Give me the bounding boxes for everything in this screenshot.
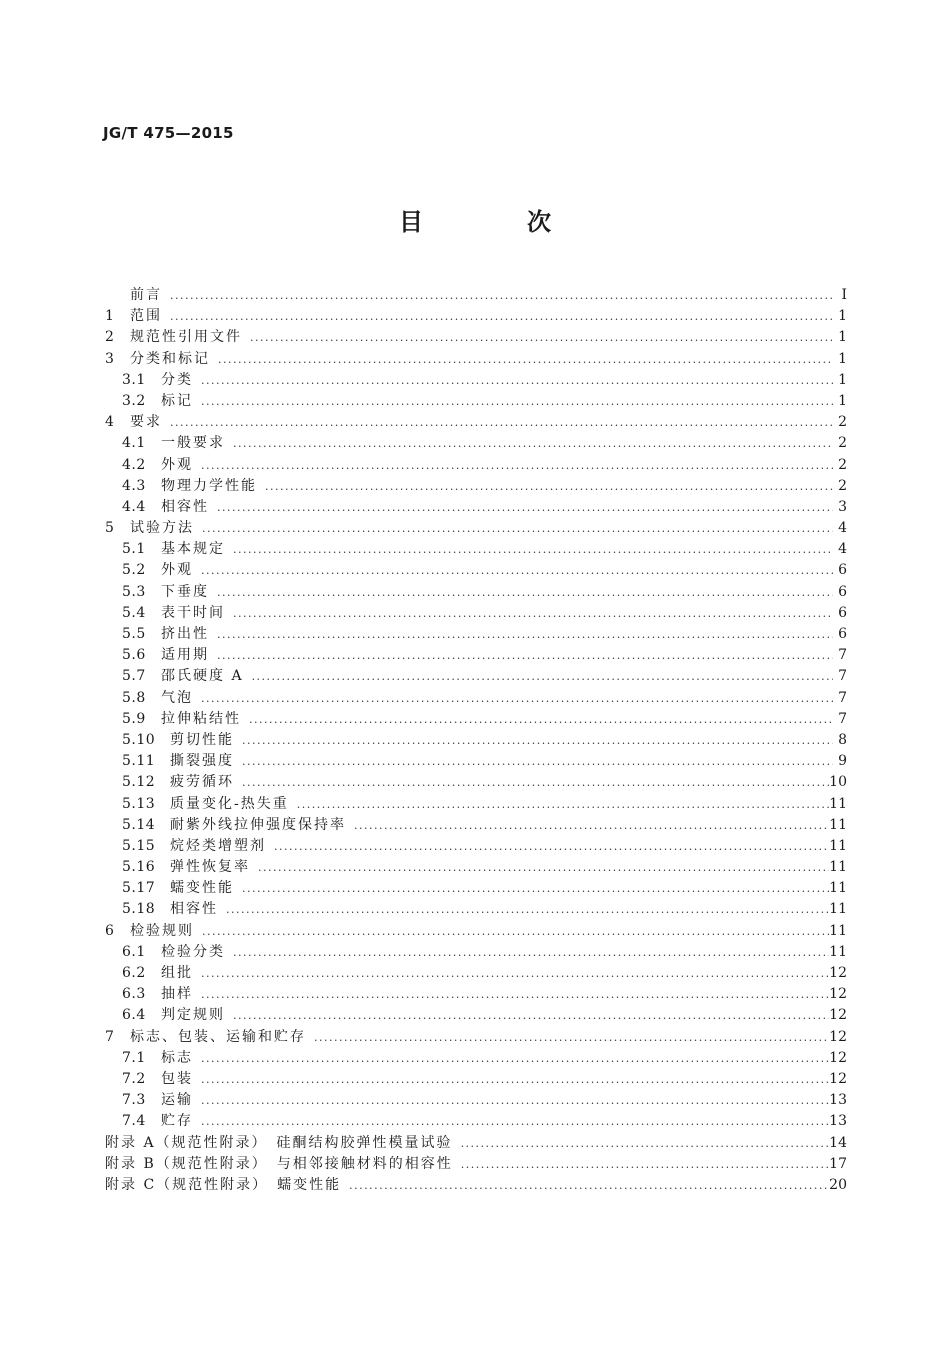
toc-entry-number: 4.4 [122, 498, 146, 515]
toc-entry-page: 12 [829, 1070, 847, 1087]
toc-entry-page: 3 [838, 498, 847, 515]
toc-entry-page: 2 [838, 435, 847, 452]
toc-entry-page: 7 [838, 668, 847, 685]
toc-entry[interactable] [105, 1069, 847, 1090]
toc-leader-dots [229, 539, 833, 560]
toc-entry-number: 4.1 [122, 435, 146, 452]
toc-entry-page: 11 [829, 943, 847, 960]
toc-entry-label: 物理力学性能 [161, 477, 257, 494]
toc-entry-label: 挤出性 [161, 626, 209, 642]
toc-leader-dots [270, 836, 829, 857]
toc-entry-label: 相容性 [170, 901, 218, 918]
toc-entry-page: 6 [838, 562, 847, 579]
toc-entry[interactable] [105, 455, 847, 476]
toc-entry-number: 1 [105, 308, 115, 325]
toc-leader-dots [197, 1048, 829, 1069]
toc-entry-number: 5.4 [122, 604, 146, 621]
toc-entry-page: 20 [829, 1176, 847, 1193]
toc-entry-number: 3.2 [122, 392, 146, 409]
toc-entry-label: 附录 A（规范性附录） 硅酮结构胶弹性模量试验 [105, 1134, 453, 1151]
toc-leader-dots [229, 1005, 829, 1026]
toc-leader-dots [246, 327, 833, 348]
toc-entry[interactable] [105, 772, 847, 793]
toc-leader-dots [222, 899, 829, 920]
toc-entry-page: 6 [838, 626, 847, 642]
toc-leader-dots [213, 582, 833, 603]
toc-entry-page: 12 [829, 1028, 847, 1045]
toc-entry-label: 分类和标记 [130, 350, 210, 367]
toc-entry-label: 气泡 [161, 689, 193, 706]
toc-entry[interactable] [105, 327, 847, 348]
toc-leader-dots [229, 433, 833, 454]
toc-leader-dots [198, 921, 829, 942]
toc-leader-dots [229, 942, 829, 963]
toc-entry[interactable] [105, 349, 847, 370]
toc-leader-dots [214, 349, 833, 370]
toc-entry-number: 6.3 [122, 986, 146, 1003]
toc-entry[interactable] [105, 751, 847, 772]
toc-entry-number: 5.17 [122, 880, 156, 897]
standard-code: JG/T 475—2015 [103, 124, 234, 142]
toc-entry[interactable] [105, 794, 847, 815]
toc-entry-label: 标志、包装、运输和贮存 [130, 1028, 306, 1045]
toc-entry[interactable] [105, 645, 847, 666]
toc-entry-page: 11 [829, 837, 847, 854]
toc-leader-dots [197, 455, 833, 476]
toc-leader-dots [197, 370, 833, 391]
toc-entry-label: 拉伸粘结性 [161, 710, 241, 727]
toc-entry[interactable] [105, 921, 847, 942]
toc-entry[interactable] [105, 412, 847, 433]
toc-entry-page: 11 [829, 922, 847, 939]
toc-entry-label: 质量变化-热失重 [170, 795, 289, 812]
toc-entry[interactable] [105, 730, 847, 751]
toc-leader-dots [245, 709, 833, 730]
toc-entry-page: 14 [829, 1134, 847, 1151]
toc-entry-page: 11 [829, 880, 847, 897]
toc-entry-number: 3.1 [122, 371, 146, 388]
toc-entry-label: 剪切性能 [170, 731, 234, 748]
toc-entry-number: 5 [105, 520, 115, 537]
toc-leader-dots [350, 815, 829, 836]
toc-leader-dots [293, 794, 829, 815]
toc-entry[interactable] [105, 709, 847, 730]
toc-entry-label: 试验方法 [130, 520, 194, 537]
toc-entry-label: 检验分类 [161, 943, 225, 960]
toc-entry[interactable] [105, 942, 847, 963]
toc-entry[interactable] [105, 878, 847, 899]
toc-entry[interactable] [105, 518, 847, 539]
toc-entry-number: 5.10 [122, 731, 156, 748]
toc-leader-dots [238, 878, 829, 899]
toc-entry-number: 6 [105, 922, 115, 939]
toc-entry-label: 附录 B（规范性附录） 与相邻接触材料的相容性 [105, 1155, 453, 1172]
toc-entry-number: 5.18 [122, 901, 156, 918]
toc-entry-page: 11 [829, 901, 847, 918]
toc-entry-number: 6.1 [122, 943, 146, 960]
toc-entry-page: 13 [829, 1092, 847, 1109]
toc-entry-page: 12 [829, 986, 847, 1003]
toc-entry[interactable] [105, 433, 847, 454]
toc-entry-page: 1 [838, 329, 847, 346]
toc-entry[interactable] [105, 306, 847, 327]
toc-entry[interactable] [105, 899, 847, 920]
toc-leader-dots [238, 730, 833, 751]
toc-entry-label: 附录 C（规范性附录） 蠕变性能 [105, 1176, 342, 1193]
toc-entry-label: 规范性引用文件 [130, 329, 242, 346]
toc-title: 目 次 [399, 208, 591, 236]
toc-entry-number: 5.5 [122, 626, 146, 642]
toc-entry-page: 12 [829, 965, 847, 981]
toc-entry-label: 烷烃类增塑剂 [170, 837, 266, 854]
toc-entry-number: 5.6 [122, 647, 146, 664]
toc-entry-page: 11 [829, 816, 847, 833]
toc-entry-label: 外观 [161, 456, 193, 473]
toc-leader-dots [166, 412, 833, 433]
toc-entry-page: 6 [838, 604, 847, 621]
toc-entry-page: 1 [838, 350, 847, 367]
toc-entry-label: 判定规则 [161, 1007, 225, 1024]
toc-entry-label: 要求 [130, 414, 162, 431]
toc-entry-page: 12 [829, 1007, 847, 1024]
toc-entry-label: 包装 [161, 1070, 193, 1087]
toc-entry-number: 7 [105, 1028, 115, 1045]
toc-leader-dots [197, 1111, 829, 1132]
toc-leader-dots [213, 497, 833, 518]
toc-entry-number: 7.3 [122, 1092, 146, 1109]
toc-entry[interactable] [105, 285, 847, 306]
toc-entry-page: 7 [838, 710, 847, 727]
toc-entry[interactable] [105, 815, 847, 836]
toc-entry-number: 5.3 [122, 583, 146, 600]
toc-entry-page: 10 [829, 774, 847, 791]
toc-leader-dots [310, 1027, 829, 1048]
toc-leader-dots [197, 391, 833, 412]
toc-entry-label: 适用期 [161, 647, 209, 664]
toc-entry[interactable] [105, 1154, 847, 1175]
toc-entry-label: 弹性恢复率 [170, 859, 250, 876]
toc-entry-page: 11 [829, 795, 847, 812]
toc-entry-label: 表干时间 [161, 604, 225, 621]
toc-entry[interactable] [105, 1111, 847, 1132]
toc-entry[interactable] [105, 582, 847, 603]
toc-entry-number: 5.2 [122, 562, 146, 579]
toc-entry-label: 标志 [161, 1049, 193, 1066]
toc-entry-number: 6.4 [122, 1007, 146, 1024]
toc-entry-number: 7.1 [122, 1049, 146, 1066]
toc-leader-dots [166, 306, 833, 327]
toc-entry-page: 1 [838, 371, 847, 388]
toc-entry-page: 2 [838, 414, 847, 431]
toc-entry-label: 外观 [161, 562, 193, 579]
toc-entry-number: 4 [105, 414, 115, 431]
toc-entry-page: 1 [838, 392, 847, 409]
toc-entry-label: 贮存 [161, 1113, 193, 1130]
toc-entry-label: 标记 [161, 392, 193, 409]
toc-entry-page: 17 [829, 1155, 847, 1172]
toc-entry-number: 5.9 [122, 710, 146, 727]
toc-entry-page: 11 [829, 859, 847, 876]
toc-leader-dots [238, 772, 829, 793]
toc-entry-number: 4.3 [122, 477, 146, 494]
toc-entry[interactable] [105, 666, 847, 687]
toc-leader-dots [213, 624, 833, 645]
toc-entry-page: 12 [829, 1049, 847, 1066]
toc-entry[interactable] [105, 1133, 847, 1154]
toc-entry-page: 7 [838, 689, 847, 706]
toc-leader-dots [197, 688, 833, 709]
toc-leader-dots [238, 751, 833, 772]
toc-entry-page: 1 [838, 308, 847, 325]
toc-leader-dots [197, 1090, 829, 1111]
toc-leader-dots [213, 645, 833, 666]
toc-entry-number: 5.11 [122, 753, 156, 770]
toc-entry-label: 范围 [130, 308, 162, 325]
toc-entry-label: 运输 [161, 1092, 193, 1109]
toc-entry-page: 4 [838, 541, 847, 558]
toc-entry[interactable] [105, 370, 847, 391]
toc-entry-page: 7 [838, 647, 847, 664]
toc-leader-dots [197, 560, 833, 581]
toc-entry-number: 6.2 [122, 965, 146, 981]
toc-entry-label: 检验规则 [130, 922, 194, 939]
toc-entry-page: 6 [838, 583, 847, 600]
toc-entry-number: 5.13 [122, 795, 156, 812]
toc-leader-dots [229, 603, 833, 624]
toc-entry-number: 2 [105, 329, 115, 346]
toc-entry-label: 下垂度 [161, 583, 209, 600]
toc-entry[interactable] [105, 497, 847, 518]
toc-entry-page: 2 [838, 477, 847, 494]
toc-entry[interactable] [105, 476, 847, 497]
toc-entry-page: Ⅰ [841, 287, 847, 303]
toc-entry-number: 7.4 [122, 1113, 146, 1130]
toc-entry-number: 5.15 [122, 837, 156, 854]
toc-leader-dots [198, 518, 833, 539]
toc-entry[interactable] [105, 1027, 847, 1048]
toc-entry-label: 蠕变性能 [170, 880, 234, 897]
toc-entry[interactable] [105, 603, 847, 624]
toc-entry[interactable] [105, 836, 847, 857]
toc-entry-number: 5.7 [122, 668, 146, 685]
toc-entry-label: 基本规定 [161, 541, 225, 558]
toc-leader-dots [345, 1175, 829, 1196]
table-of-contents [105, 285, 847, 1196]
toc-entry[interactable] [105, 560, 847, 581]
toc-entry-page: 8 [838, 731, 847, 748]
toc-leader-dots [457, 1154, 829, 1175]
toc-entry-label: 组批 [161, 965, 193, 981]
toc-entry[interactable] [105, 539, 847, 560]
toc-entry-label: 前言 [130, 287, 162, 303]
toc-entry[interactable] [105, 391, 847, 412]
toc-entry-number: 5.12 [122, 774, 156, 791]
toc-entry-label: 分类 [161, 371, 193, 388]
toc-entry-label: 撕裂强度 [170, 753, 234, 770]
toc-entry[interactable] [105, 984, 847, 1005]
toc-leader-dots [248, 666, 833, 687]
toc-entry-number: 3 [105, 350, 115, 367]
toc-entry-label: 一般要求 [161, 435, 225, 452]
toc-entry-page: 9 [838, 753, 847, 770]
toc-entry-number: 7.2 [122, 1070, 146, 1087]
toc-entry[interactable] [105, 688, 847, 709]
toc-entry-number: 5.14 [122, 816, 156, 833]
toc-leader-dots [197, 1069, 829, 1090]
toc-entry-page: 4 [838, 520, 847, 537]
toc-entry-label: 耐紫外线拉伸强度保持率 [170, 816, 346, 833]
toc-leader-dots [457, 1133, 830, 1154]
toc-leader-dots [254, 857, 829, 878]
toc-entry[interactable] [105, 857, 847, 878]
toc-entry[interactable] [105, 624, 847, 645]
toc-entry-label: 相容性 [161, 498, 209, 515]
toc-entry-label: 抽样 [161, 986, 193, 1003]
toc-entry[interactable] [105, 963, 847, 984]
toc-entry-label: 邵氏硬度 A [161, 668, 244, 685]
toc-entry[interactable] [105, 1090, 847, 1111]
toc-leader-dots [197, 984, 829, 1005]
toc-entry-label: 疲劳循环 [170, 774, 234, 791]
toc-entry-number: 4.2 [122, 456, 146, 473]
toc-entry-number: 5.8 [122, 689, 146, 706]
toc-entry[interactable] [105, 1175, 847, 1196]
toc-entry-number: 5.16 [122, 859, 156, 876]
toc-leader-dots [197, 963, 829, 984]
toc-entry-number: 5.1 [122, 541, 146, 558]
toc-entry-page: 2 [838, 456, 847, 473]
toc-leader-dots [261, 476, 833, 497]
toc-entry[interactable] [105, 1048, 847, 1069]
toc-leader-dots [166, 285, 833, 306]
toc-entry-page: 13 [829, 1113, 847, 1130]
toc-entry[interactable] [105, 1005, 847, 1026]
